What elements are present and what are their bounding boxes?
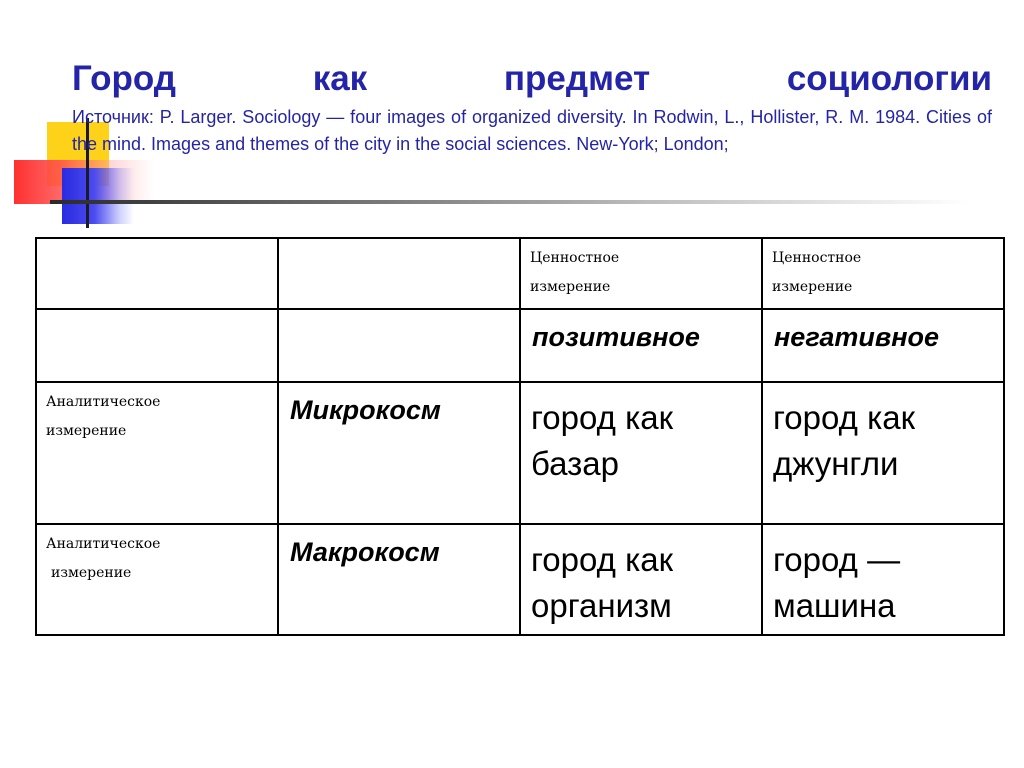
header-label: измерение xyxy=(530,279,611,295)
positive-value-cell xyxy=(520,524,762,635)
analytical-dimension-cell xyxy=(36,524,278,635)
cell-text: город как xyxy=(531,541,674,578)
table-row-microcosm xyxy=(36,382,1004,524)
value-dimension-header xyxy=(520,238,762,309)
cell-text: организм xyxy=(531,587,672,624)
category-label: Макрокосм xyxy=(290,537,440,567)
table-cell-empty xyxy=(278,309,520,382)
decor-blue-square xyxy=(62,168,134,224)
negative-label: негативное xyxy=(774,322,940,352)
decor-horizontal-line xyxy=(50,200,970,204)
positive-value-cell xyxy=(520,382,762,524)
category-label: Микрокосм xyxy=(290,395,441,425)
category-cell xyxy=(278,524,520,635)
value-dimension-header xyxy=(762,238,1004,309)
analytical-dimension-cell xyxy=(36,382,278,524)
slide-title: Город как предмет социологии xyxy=(72,59,992,98)
negative-value-cell xyxy=(762,524,1004,635)
row-label: измерение xyxy=(46,423,127,439)
header-label: Ценностное xyxy=(530,250,620,266)
table-cell-empty xyxy=(278,238,520,309)
positive-label: позитивное xyxy=(532,322,700,352)
row-label: Аналитическое xyxy=(46,394,161,410)
table-subheader-row xyxy=(36,309,1004,382)
cell-text: город — xyxy=(773,541,901,578)
cell-text: город как xyxy=(531,399,674,436)
category-cell xyxy=(278,382,520,524)
table-header-row xyxy=(36,238,1004,309)
positive-header-cell xyxy=(520,309,762,382)
cell-text: город как xyxy=(773,399,916,436)
row-label: Аналитическое xyxy=(46,536,161,552)
negative-header-cell xyxy=(762,309,1004,382)
city-images-table xyxy=(35,237,1005,636)
negative-value-cell xyxy=(762,382,1004,524)
header-label: измерение xyxy=(772,279,853,295)
row-label: измерение xyxy=(51,565,132,581)
header-label: Ценностное xyxy=(772,250,862,266)
table-cell-empty xyxy=(36,309,278,382)
cell-text: базар xyxy=(531,445,619,482)
cell-text: машина xyxy=(773,587,896,624)
table-cell-empty xyxy=(36,238,278,309)
cell-text: джунгли xyxy=(773,445,899,482)
source-citation: Источник: P. Larger. Sociology — four images of organized diversity. In Rodwin, L., Hollister, R. M. 1984. Cities of the mind. Images and themes of the city in the social sciences. New-York; London; xyxy=(72,107,992,154)
table-row-macrocosm xyxy=(36,524,1004,635)
